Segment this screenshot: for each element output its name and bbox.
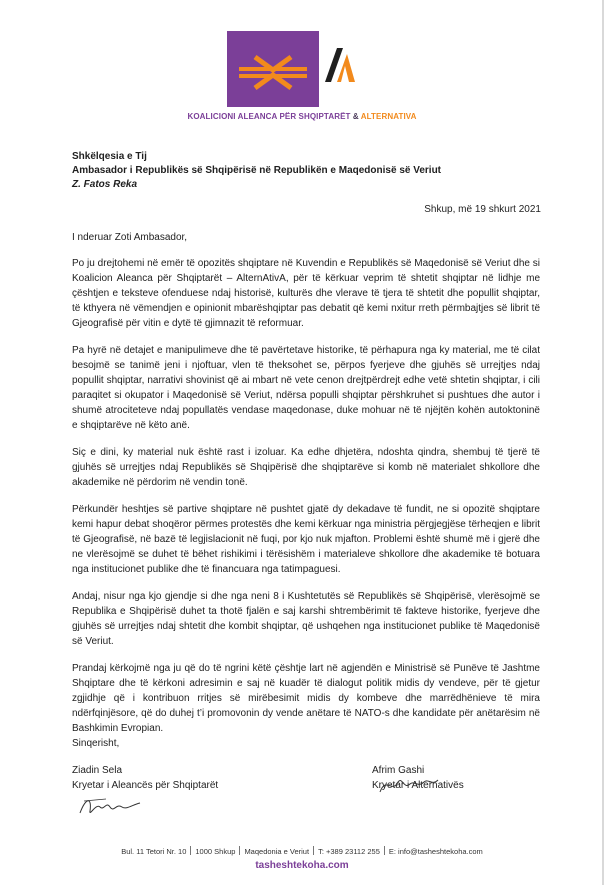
footer-website-link[interactable]: tasheshtekoha.com <box>255 860 349 871</box>
coalition-name-part1: KOALICIONI ALEANCA PËR SHQIPTARËT <box>187 112 351 121</box>
coalition-name <box>0 112 604 121</box>
signatory-left <box>72 763 218 793</box>
footer-email[interactable]: E: info@tasheshtekoha.com <box>388 847 483 856</box>
footer-contact <box>0 846 604 856</box>
letter-date: Shkup, më 19 shkurt 2021 <box>424 204 541 215</box>
addressee-name: Z. Fatos Reka <box>72 179 138 190</box>
signatory-right-name: Afrim Gashi <box>372 765 425 776</box>
signatory-left-name: Ziadin Sela <box>72 765 123 776</box>
alliance-logo <box>227 31 319 107</box>
signatory-right-title: Kryetar i Alternativës <box>372 780 464 791</box>
addressee-honorific: Shkëlqesia e Tij <box>72 151 147 162</box>
body-paragraph: Pa hyrë në detajet e manipulimeve dhe të pavërtetave historike, të përhapura nga ky material, me të cilat besojmë se tanimë jeni i njoftuar, vlen të theksohet se, përpos fyerjeve dhe gjuhës së urrejtjes ndaj popullit shqiptar, narrativi shovinist që ai mbart në vete cenon drejtpërdrejt edhe vetë shtetin shqiptar, i cili paraqitet si okupator i Maqedonisë së Veriut, ndërsa populli shqiptar përshkruhet si pushtues dhe autor i shumë atrociteteve ndaj popullatës vendase maqedonase, duke mohuar në të njëjtën kohën autoktoninë e shqiptarëve në këto anë. <box>72 345 540 431</box>
alternativa-logo-icon <box>323 44 357 84</box>
body-paragraph: Andaj, nisur nga kjo gjendje si dhe nga neni 8 i Kushtetutës së Republikës së Shqipërisë, vlerësojmë se Republika e Shqipërisë duhet ta thotë fjalën e saj karshi shtrembërimit të fakteve historike, fyerjeve dhe gjuhës së urrejtjes ndaj shtetit dhe kombit shqiptar, që ushqehen nga institucionet publike të Maqedonisë së Veriut. <box>72 591 540 647</box>
footer-separator <box>190 846 191 855</box>
coalition-ampersand: & <box>352 112 359 121</box>
signature-right-icon <box>378 774 448 796</box>
signatory-left-title: Kryetar i Aleancës për Shqiptarët <box>72 780 219 791</box>
footer-phone: T: +389 23112 255 <box>318 847 380 856</box>
body-paragraph: Po ju drejtohemi në emër të opozitës shqiptare në Kuvendin e Republikës së Maqedonisë së Veriut dhe si Koalicion Aleanca për Shqiptarët – AlternAtivA, për të kërkuar veprim të shtetit shqiptar në lidhje me çështjen e teksteve ofenduese ndaj historisë, kulturës dhe vlerave të tjera të shtetit dhe popullit shqiptar, të kthyera në vëmendjen e opinionit mbarëshqiptar pas debatit që kemi nxitur rreth përmbajtjes së librit të Gjeografisë për vitin e dytë të gjimnazit të reformuar. <box>72 258 540 329</box>
footer-city: 1000 Shkup <box>195 847 236 856</box>
coalition-name-part2: ALTERNATIVA <box>360 112 417 121</box>
closing: Sinqerisht, <box>72 738 120 749</box>
body-paragraph: Siç e dini, ky material nuk është rast i izoluar. Ka edhe dhjetëra, ndoshta qindra, shembuj të tjerë të gjuhës së urrejtjes ndaj Republikës së Shqipërisë dhe shqiptarëve si komb në materialet shkollore dhe akademike në përdorim në vendin tonë. <box>72 447 540 488</box>
footer-separator <box>313 846 314 855</box>
footer-country: Maqedonia e Veriut <box>244 847 310 856</box>
footer-separator <box>384 846 385 855</box>
body-paragraph: Prandaj kërkojmë nga ju që do të ngrini këtë çështje lart në agjendën e Ministrisë së Punëve të Jashtme Shqiptare dhe të kërkoni adresimin e saj në kuadër të dialogut politik midis dy vendeve, për të gjetur zgjidhje që i kontribuon rritjes së mirëbesimit midis dy kombeve dhe marrëdhënieve të mira ndërfqinjësore, që do duhej t’i promovonin dy vende anëtare të NATO-s dhe kandidate për anëtarësim në Bashkimin Evropian. <box>72 663 540 734</box>
salutation: I nderuar Zoti Ambasador, <box>72 232 188 243</box>
signature-left-icon <box>76 793 146 819</box>
alliance-logo-icon <box>227 31 319 107</box>
letter-body <box>72 256 540 748</box>
addressee-position: Ambasador i Republikës së Shqipërisë në Republikën e Maqedonisë së Veriut <box>72 165 442 176</box>
addressee-block <box>72 150 542 192</box>
body-paragraph: Përkundër heshtjes së partive shqiptare në pushtet gjatë dy dekadave të fundit, ne si opozitë shqiptare kemi hapur debat shoqëror përmes protestës dhe kemi kërkuar nga ministria përgjegjëse tërheqjen e librit të Gjeografisë, në bazë të legjislacionit në fuqi, por kjo nuk mjafton. Problemi është shumë më i gjerë dhe ne vlerësojmë se duhet të bëhet rishikimi i tërësishëm i materialeve shkollore dhe akademike të botuara nga institucionet publike dhe të financuara nga tatimpaguesi. <box>72 504 540 575</box>
footer-address: Bul. 11 Tetori Nr. 10 <box>121 847 187 856</box>
footer-separator <box>239 846 240 855</box>
